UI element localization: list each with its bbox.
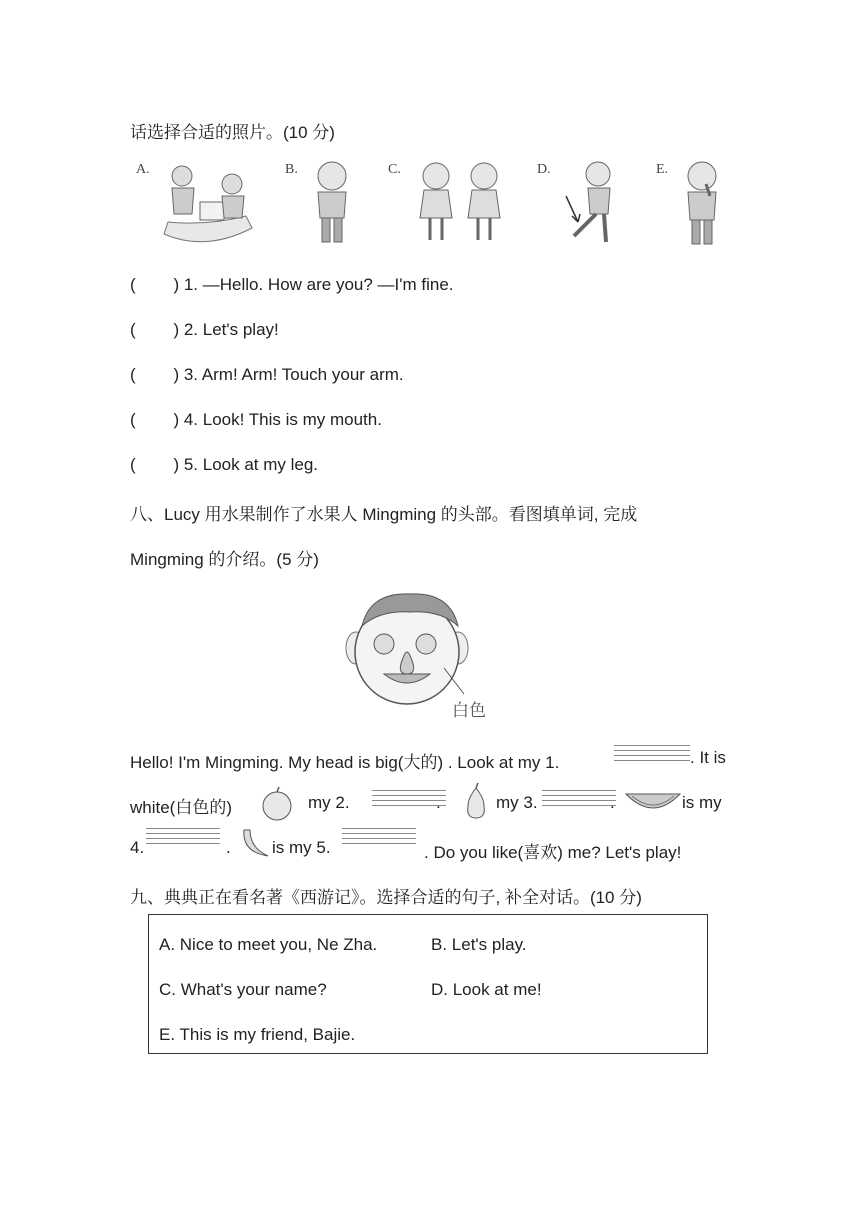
white-color-label: 白色 <box>452 701 486 720</box>
answer-paren[interactable]: ( ) <box>130 365 180 384</box>
section8-title-line2: Mingming 的介绍。(5 分) <box>130 550 319 569</box>
option-d: D. Look at me! <box>431 980 542 999</box>
passage-line2-end: is my <box>682 793 722 812</box>
passage-line1-end: . It is <box>690 748 726 767</box>
question-5: ( ) 5. Look at my leg. <box>130 455 319 474</box>
passage-line2-dot1: . <box>436 793 441 812</box>
picture-label-d: D. <box>537 162 551 177</box>
picture-label-a: A. <box>136 162 150 177</box>
picture-label-c: C. <box>388 162 401 177</box>
passage-line2-my2: my 2. <box>308 793 350 812</box>
passage-line2-my3: my 3. <box>496 793 538 812</box>
picture-label-e: E. <box>656 162 669 177</box>
blank-2[interactable] <box>372 790 446 810</box>
blank-3[interactable] <box>542 790 616 810</box>
passage-line3-end: . Do you like(喜欢) me? Let's play! <box>424 843 682 862</box>
picture-e-boy-touching-mouth-icon <box>680 156 726 250</box>
blank-5[interactable] <box>342 828 416 848</box>
blank-4[interactable] <box>146 828 220 848</box>
apple-icon <box>258 786 296 822</box>
section7-instruction: 话选择合适的照片。(10 分) <box>130 123 335 142</box>
picture-b-boy-icon <box>310 156 356 248</box>
question-4: ( ) 4. Look! This is my mouth. <box>130 410 382 429</box>
passage-line3-my5: is my 5. <box>272 838 331 857</box>
options-box <box>148 914 708 1054</box>
pear-icon <box>458 782 494 822</box>
answer-paren[interactable]: ( ) <box>130 410 180 429</box>
picture-c-two-girls-icon <box>414 156 508 244</box>
passage-line1: Hello! I'm Mingming. My head is big(大的) . Look at my 1. <box>130 753 560 772</box>
option-e: E. This is my friend, Bajie. <box>159 1025 356 1044</box>
question-2: ( ) 2. Let's play! <box>130 320 279 339</box>
passage-line3-num4: 4. <box>130 838 145 857</box>
question-1: ( ) 1. —Hello. How are you? —I'm fine. <box>130 275 454 294</box>
passage-line3-dot: . <box>226 838 231 857</box>
answer-paren[interactable]: ( ) <box>130 455 180 474</box>
passage-line2-dot2: . <box>610 793 615 812</box>
answer-paren[interactable]: ( ) <box>130 275 180 294</box>
picture-a-children-playing-blocks-icon <box>156 156 256 252</box>
section8-title-line1: 八、Lucy 用水果制作了水果人 Mingming 的头部。看图填单词, 完成 <box>130 505 638 524</box>
passage-line2-start: white(白色的) <box>130 798 233 817</box>
question-3: ( ) 3. Arm! Arm! Touch your arm. <box>130 365 404 384</box>
answer-paren[interactable]: ( ) <box>130 320 180 339</box>
watermelon-slice-icon <box>624 790 682 812</box>
option-b: B. Let's play. <box>431 935 527 954</box>
banana-icon <box>240 826 272 860</box>
picture-label-b: B. <box>285 162 298 177</box>
section9-title: 九、典典正在看名著《西游记》。选择合适的句子, 补全对话。(10 分) <box>130 888 642 907</box>
blank-1[interactable] <box>614 745 690 765</box>
picture-d-boy-pointing-leg-icon <box>562 156 626 248</box>
option-c: C. What's your name? <box>159 980 327 999</box>
option-a: A. Nice to meet you, Ne Zha. <box>159 935 378 954</box>
